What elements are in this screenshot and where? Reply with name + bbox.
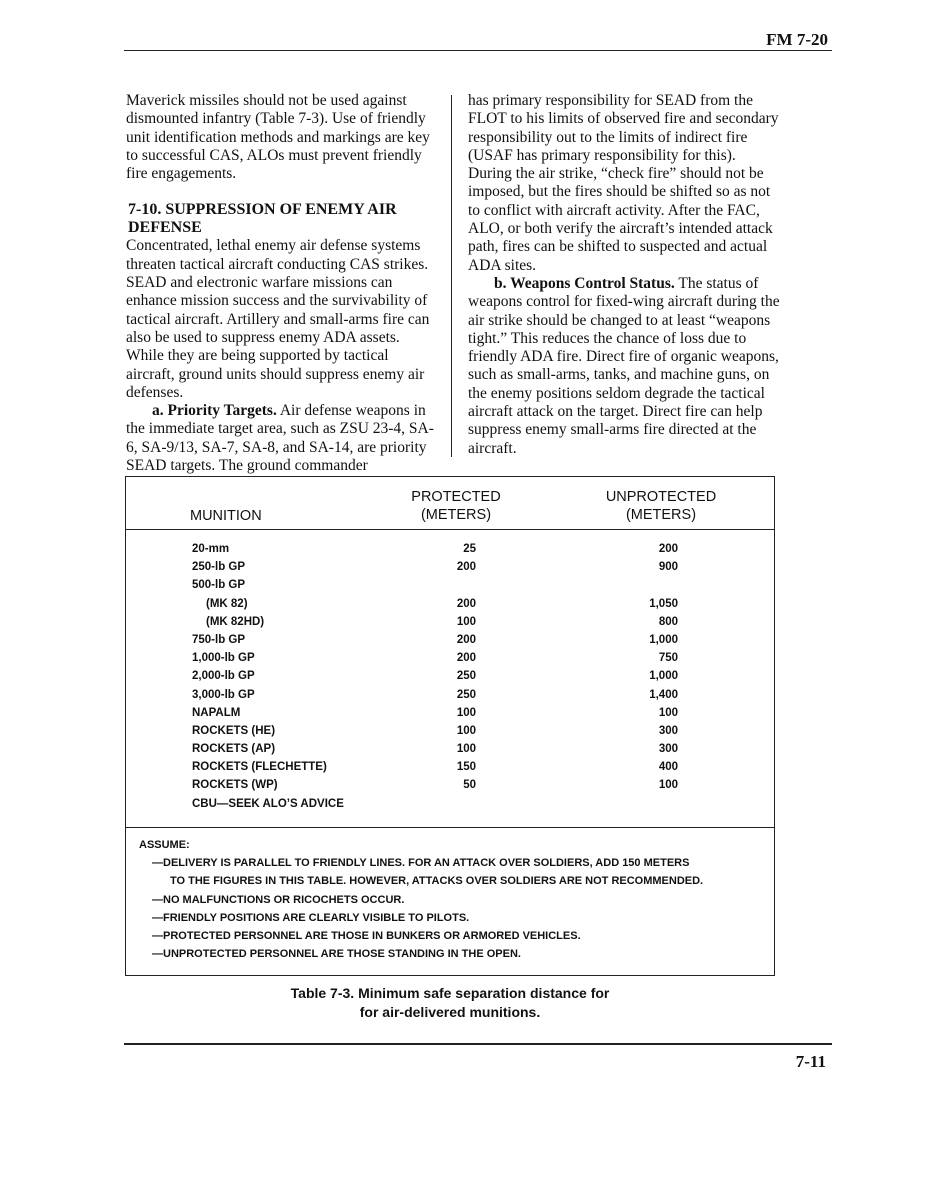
weapons-control-label: b. Weapons Control Status. bbox=[494, 274, 675, 292]
table-row bbox=[126, 598, 774, 616]
cell-unprotected: 1,000 bbox=[649, 670, 678, 683]
cell-munition: CBU—SEEK ALO’S ADVICE bbox=[192, 797, 344, 810]
cell-protected: 50 bbox=[463, 779, 476, 792]
cell-munition: 250-lb GP bbox=[192, 561, 246, 574]
cell-protected: 200 bbox=[456, 597, 476, 610]
cell-munition: ROCKETS (AP) bbox=[192, 743, 276, 756]
cell-unprotected: 100 bbox=[658, 706, 678, 719]
paragraph-sead: Concentrated, lethal enemy air defense systems threaten tactical aircraft conducting CAS strikes. SEAD and electronic warfare missions can enhance mission success and the survivability of tactical aircraft. Artillery and small-arms fire can also be used to suppress enemy ADA assets. While they are being supported by tactical aircraft, ground units should suppress enemy air defenses. bbox=[126, 237, 430, 401]
cell-protected: 25 bbox=[463, 543, 476, 555]
cell-protected: 150 bbox=[456, 761, 476, 774]
cell-unprotected: 200 bbox=[658, 543, 678, 555]
assume-note: —UNPROTECTED PERSONNEL ARE THOSE STANDING IN THE OPEN. bbox=[152, 948, 521, 961]
cell-unprotected: 1,000 bbox=[649, 633, 678, 646]
cell-unprotected: 1,050 bbox=[649, 597, 678, 610]
cell-protected: 200 bbox=[456, 561, 476, 574]
table-row bbox=[126, 652, 774, 670]
cell-unprotected: 900 bbox=[658, 561, 678, 574]
header-protected-line2: (METERS) bbox=[420, 507, 492, 523]
table-row bbox=[126, 725, 774, 743]
assume-note: —FRIENDLY POSITIONS ARE CLEARLY VISIBLE TO PILOTS. bbox=[152, 911, 470, 924]
table-row bbox=[126, 634, 774, 652]
left-column bbox=[126, 92, 438, 475]
cell-protected: 200 bbox=[456, 652, 476, 665]
assume-note: —NO MALFUNCTIONS OR RICOCHETS OCCUR. bbox=[152, 893, 405, 906]
assume-note-continued: TO THE FIGURES IN THIS TABLE. HOWEVER, ATTACKS OVER SOLDIERS ARE NOT RECOMMENDED. bbox=[170, 875, 704, 888]
table-row bbox=[126, 579, 774, 597]
table-row bbox=[126, 779, 774, 797]
assume-note: —PROTECTED PERSONNEL ARE THOSE IN BUNKERS OR ARMORED VEHICLES. bbox=[152, 930, 581, 943]
cell-unprotected: 300 bbox=[658, 743, 678, 756]
cell-unprotected: 400 bbox=[658, 761, 678, 774]
priority-targets-text: Air defense weapons in the immediate target area, such as ZSU 23-4, SA-6, SA-9/13, SA-7, SA-8, and SA-14, are priority SEAD targets. The ground commander bbox=[126, 402, 434, 475]
table-row bbox=[126, 761, 774, 779]
header-unprotected bbox=[586, 488, 736, 524]
table-row bbox=[126, 689, 774, 707]
cell-munition: 3,000-lb GP bbox=[192, 688, 255, 701]
cell-protected: 200 bbox=[456, 633, 476, 646]
cell-munition: 750-lb GP bbox=[192, 633, 246, 646]
right-column bbox=[468, 92, 780, 458]
table-body bbox=[126, 543, 774, 816]
assume-note: —DELIVERY IS PARALLEL TO FRIENDLY LINES. FOR AN ATTACK OVER SOLDIERS, ADD 150 METERS bbox=[152, 857, 690, 870]
table-row bbox=[126, 670, 774, 688]
cell-munition: 500-lb GP bbox=[192, 579, 246, 592]
assumptions-box bbox=[126, 827, 774, 963]
cell-unprotected: 300 bbox=[658, 724, 678, 737]
cell-protected: 250 bbox=[456, 670, 476, 683]
table-row bbox=[126, 561, 774, 579]
header-protected bbox=[396, 488, 516, 524]
cell-unprotected: 800 bbox=[658, 615, 678, 628]
caption-line2: for air-delivered munitions. bbox=[359, 1004, 541, 1020]
paragraph-maverick: Maverick missiles should not be used against dismounted infantry (Table 7-3). Use of friendly unit identification methods and markings are key to successful CAS, ALOs must prevent friendly fire engagements. bbox=[126, 92, 430, 183]
table-row bbox=[126, 743, 774, 761]
weapons-control-text: The status of weapons control for fixed-wing aircraft during the air strike should be changed to at least “weapons tight.” This reduces the chance of loss due to friendly ADA fire. Direct fire of organic weapons, such as small-arms, tanks, and machine guns, on the enemy positions seldom degrade the tactical aircraft attack on the target. Direct fire can help suppress enemy small-arms fire directed at the aircraft. bbox=[468, 274, 780, 457]
cell-unprotected: 750 bbox=[658, 652, 678, 665]
cell-munition: NAPALM bbox=[192, 706, 241, 719]
cell-munition: (MK 82HD) bbox=[206, 615, 265, 628]
cell-munition: ROCKETS (HE) bbox=[192, 724, 276, 737]
running-header: FM 7-20 bbox=[766, 30, 828, 49]
header-rule bbox=[124, 50, 832, 51]
cell-protected: 100 bbox=[456, 615, 476, 628]
paragraph-priority-targets bbox=[126, 402, 438, 475]
munitions-table bbox=[125, 476, 775, 976]
section-heading: 7-10. SUPPRESSION OF ENEMY AIR DEFENSE bbox=[128, 201, 397, 237]
paragraph-weapons-control bbox=[468, 275, 780, 458]
cell-munition: ROCKETS (WP) bbox=[192, 779, 278, 792]
cell-protected: 100 bbox=[456, 743, 476, 756]
cell-munition: 1,000-lb GP bbox=[192, 652, 255, 665]
paragraph-responsibility: has primary responsibility for SEAD from the FLOT to his limits of observed fire and secondary responsibility out to the limits of indirect fire (USAF has primary responsibility for this). During the air strike, “check fire” should not be imposed, but the fires should be shifted so as not to conflict with aircraft activity. After the FAC, ALO, or both verify the aircraft’s intended attack path, fires can be shifted to suspected and actual ADA sites. bbox=[468, 92, 779, 274]
header-munition: MUNITION bbox=[190, 508, 262, 524]
table-caption bbox=[125, 984, 775, 1022]
caption-line1: Table 7-3. Minimum safe separation distance for bbox=[290, 985, 610, 1001]
footer-rule bbox=[124, 1043, 832, 1045]
priority-targets-label: a. Priority Targets. bbox=[152, 402, 277, 420]
table-row bbox=[126, 707, 774, 725]
cell-munition: ROCKETS (FLECHETTE) bbox=[192, 761, 327, 774]
page-number: 7-11 bbox=[795, 1052, 826, 1071]
cell-protected: 100 bbox=[456, 724, 476, 737]
cell-munition: 20-mm bbox=[192, 543, 230, 555]
header-unprotected-line2: (METERS) bbox=[625, 507, 697, 523]
cell-unprotected: 1,400 bbox=[649, 688, 678, 701]
table-row bbox=[126, 798, 774, 816]
header-protected-line1: PROTECTED bbox=[411, 489, 501, 505]
cell-protected: 100 bbox=[456, 706, 476, 719]
cell-munition: (MK 82) bbox=[206, 597, 248, 610]
cell-munition: 2,000-lb GP bbox=[192, 670, 255, 683]
cell-protected: 250 bbox=[456, 688, 476, 701]
table-row bbox=[126, 543, 774, 561]
cell-unprotected: 100 bbox=[658, 779, 678, 792]
table-row bbox=[126, 616, 774, 634]
table-header bbox=[126, 477, 774, 530]
column-divider bbox=[451, 95, 452, 457]
assume-heading: ASSUME: bbox=[139, 839, 190, 851]
header-unprotected-line1: UNPROTECTED bbox=[605, 489, 717, 505]
